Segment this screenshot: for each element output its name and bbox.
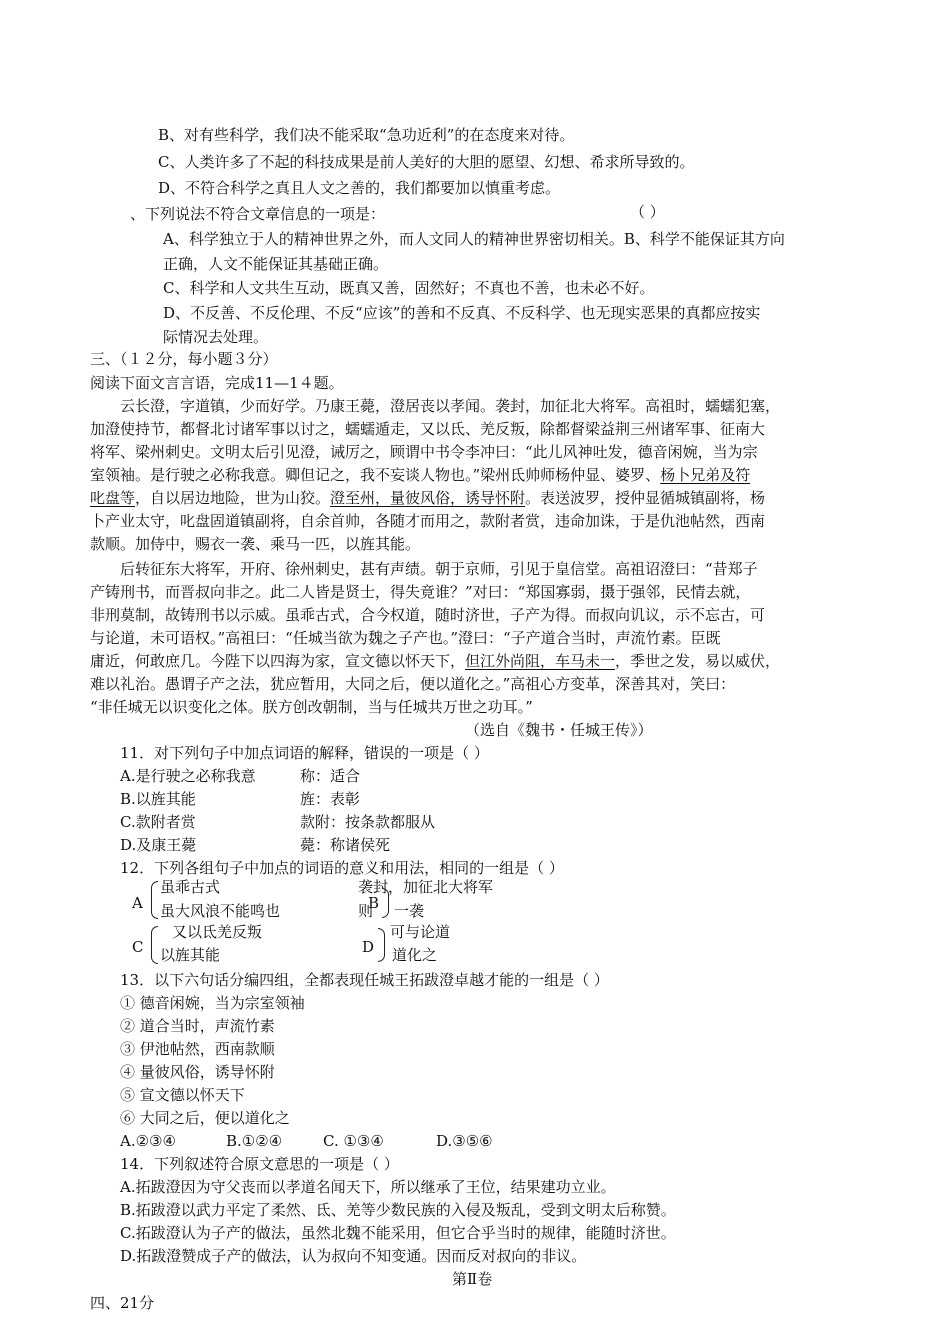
q12-option-a-label: A [132,894,143,912]
passage-line: 后转征东大将军，开府、徐州刺史，甚有声绩。朝于京师，引见于皇信堂。高祖诏澄曰：“昔郑子 [120,560,758,578]
q13-option-a: A.②③④ [120,1132,176,1150]
q10-option-c: C、科学和人文共生互动，既真又善，固然好；不真也不善，也未必不好。 [163,279,655,297]
underlined-phrase: 叱盘等 [90,489,136,507]
underlined-phrase: 杨卜兄弟及符 [660,466,751,484]
q12-option-c-label: C [132,938,144,956]
underlined-phrase: 但江外尚阻，车马未一 [465,652,616,670]
passage-line: “非任城无以识变化之体。朕方创改朝制，当与任城共万世之功耳。” [90,698,533,716]
passage-text: 庸近，何敢庶几。今陛下以四海为家，宣文德以怀天下， [90,652,466,670]
section-3-intro: 阅读下面文言言语，完成11—1４题。 [90,374,344,392]
option-d: D、不符合科学之真且人文之善的，我们都要加以慎重考虑。 [158,179,561,197]
passage-line: 与论道，未可语权。”高祖曰：“任城当欲为魏之子产也。”澄曰：“子产道合当时，声流竹素。臣既 [90,629,721,647]
passage-line: 云长澄，字道镇，少而好学。乃康王薨，澄居丧以孝闻。袭封，加征北大将军。高祖时，蠕蠕犯塞， [120,397,781,415]
q12-d-sentence1: 可与论道 [390,923,451,941]
passage-line [90,468,750,483]
passage-line: 难以礼治。愚谓子产之法，犹应暂用，大同之后，便以道化之。”高祖心方变革，深善其对，笑曰： [90,675,736,693]
q14-option-a: A.拓跋澄因为守父丧而以孝道名闻天下，所以继承了王位，结果建功立业。 [120,1178,616,1196]
passage-line [90,491,765,506]
q11-option-a: A.是行驶之必称我意 [120,767,256,785]
q12-b-sentence1: 袭封，加征北大将军 [358,878,494,896]
q13-item: ④ 量彼风俗，诱导怀附 [120,1063,275,1081]
q11-option-c-gloss: 款附：按条款都服从 [300,813,436,831]
q12-d-sentence2: 道化之 [392,946,438,964]
q12-a-sentence2: 虽大风浪不能鸣也 [160,902,281,920]
q10-option-d-line2: 际情况去处理。 [163,328,269,346]
brace-icon [378,928,385,962]
q14-option-c: C.拓跋澄认为子产的做法，虽然北魏不能采用，但它合乎当时的规律，能随时济世。 [120,1224,676,1242]
q13-item: ⑤ 宣文德以怀天下 [120,1086,245,1104]
q12-b-mid: 则 [358,902,374,920]
q11-option-a-gloss: 称：适合 [300,767,361,785]
q12-c-sentence1: 又以氐羌反叛 [172,923,263,941]
passage-text: 。表送波罗，授仲显循城镇副将，杨 [525,489,766,507]
volume-2-heading: 第Ⅱ卷 [452,1270,493,1288]
q12-stem: 12．下列各组句子中加点的词语的意义和用法，相同的一组是（ ） [120,859,564,877]
section-4-heading: 四、21分 [90,1294,155,1312]
passage-line: 加澄使持节，都督北讨诸军事以讨之，蠕蠕遁走，又以氐、羌反叛，除都督梁益荆三州诸军事、征南大 [90,420,766,438]
passage-text: ，自以居边地险，世为山狡。 [135,489,331,507]
q13-item: ③ 伊池帖然，西南款顺 [120,1040,275,1058]
passage-text: ，季世之发，易以威伏， [615,652,781,670]
q12-a-sentence1: 虽乖古式 [160,878,221,896]
brace-icon [382,888,389,918]
q13-item: ② 道合当时，声流竹素 [120,1017,275,1035]
passage-line: 非刑莫制，故铸刑书以示威。虽乖古式，合今权道，随时济世，子产为得。而叔向讥议，示不忘古，可 [90,606,766,624]
q13-option-d: D.③⑤⑥ [436,1132,493,1150]
q11-option-d-gloss: 薨：称诸侯死 [300,836,391,854]
q12-option-d-label: D [362,938,375,956]
section-3-heading: 三、（１２分，每小题３分） [90,350,278,368]
passage-line: 款顺。加侍中，赐衣一袭、乘马一匹，以旌其能。 [90,535,421,553]
option-c: C、人类许多了不起的科技成果是前人美好的大胆的愿望、幻想、希求所导致的。 [158,153,695,171]
q12-c-sentence2: 以旌其能 [160,946,221,964]
q13-item: ⑥ 大同之后，便以道化之 [120,1109,290,1127]
q14-option-d: D.拓跋澄赞成子产的做法，认为叔向不知变通。因而反对叔向的非议。 [120,1247,587,1265]
q11-option-b: B.以旌其能 [120,790,196,808]
q12-option-b-label: B [368,894,380,912]
passage-line: 将军、梁州刺史。文明太后引见澄，诫厉之，顾谓中书令李冲曰：“此儿风神吐发，德音闲婉，当为宗 [90,443,758,461]
passage-line [90,654,780,669]
q13-stem: 13．以下六句话分编四组，全都表现任城王拓跋澄卓越才能的一组是（ ） [120,971,609,989]
q13-option-c: C. ①③④ [323,1132,384,1150]
q14-option-b: B.拓跋澄以武力平定了柔然、氐、羌等少数民族的入侵及叛乱，受到文明太后称赞。 [120,1201,676,1219]
q11-option-c: C.款附者赏 [120,813,196,831]
passage-line: 产铸刑书，而晋叔向非之。此二人皆是贤士，得失竟谁？”对曰：“郑国寡弱，摄于强邻，民情去就， [90,583,751,601]
q11-option-b-gloss: 旌：表彰 [300,790,361,808]
q10-answer-bracket: （ ） [630,203,665,221]
option-b: B、对有些科学，我们决不能采取“急功近利”的在态度来对待。 [158,126,575,144]
q10-option-a-line2: 正确，人文不能保证其基础正确。 [163,255,389,273]
q13-option-b: B.①②④ [226,1132,283,1150]
q14-stem: 14．下列叙述符合原文意思的一项是（ ） [120,1155,399,1173]
q10-option-d-line1: D、不反善、不反伦理、不反“应该”的善和不反真、不反科学、也无现实恶果的真都应按实 [163,304,761,322]
q10-option-a-line1: A、科学独立于人的精神世界之外，而人文同人的精神世界密切相关。B、科学不能保证其方向 [163,230,785,248]
passage-text: 室领袖。是行驶之必称我意。卿但记之，我不妄谈人物也。”梁州氐帅师杨仲显、婆罗、 [90,466,661,484]
brace-icon [151,926,158,964]
brace-icon [151,881,158,919]
q12-b-sentence2: 一袭 [394,902,425,920]
underlined-phrase: 澄至州，量彼风俗，诱导怀附 [330,489,526,507]
q11-option-d: D.及康王薨 [120,836,197,854]
q10-stem: 、下列说法不符合文章信息的一项是： [130,205,386,223]
q11-stem: 11．对下列句子中加点词语的解释，错误的一项是（ ） [120,744,489,762]
q13-item: ① 德音闲婉，当为宗室领袖 [120,994,305,1012]
passage-line: 卜产业太守，叱盘固道镇副将，自余首帅，各随才而用之，款附者赏，违命加诛，于是仇池帖然，西南 [90,512,766,530]
passage-source: （选自《魏书・任城王传》） [465,721,653,739]
